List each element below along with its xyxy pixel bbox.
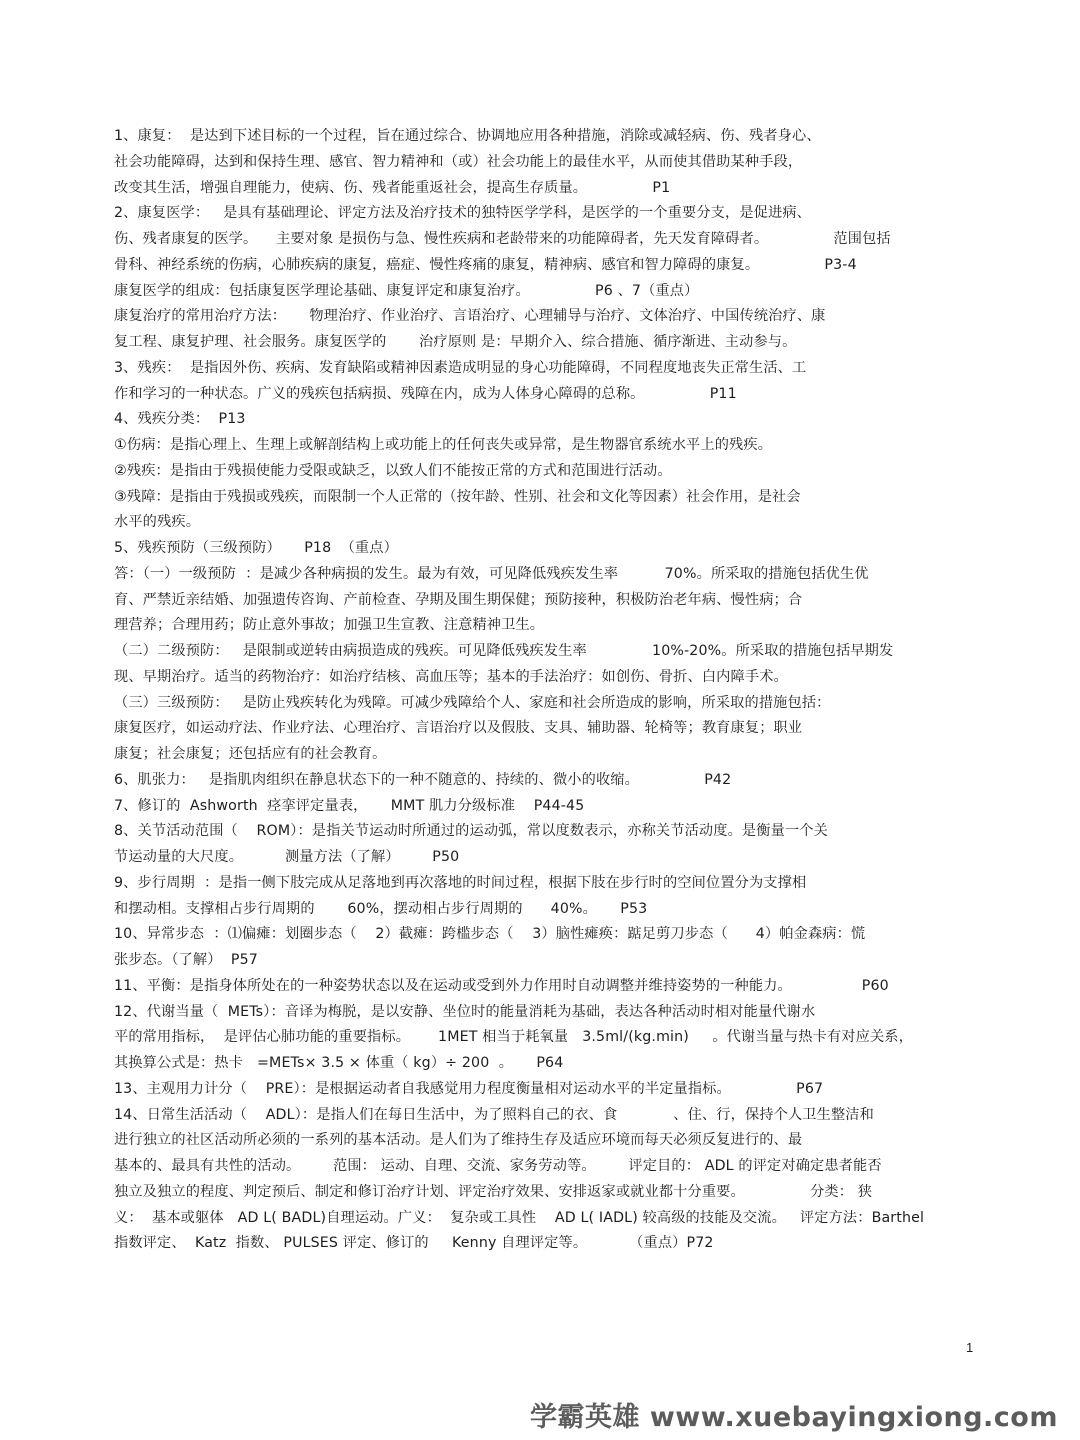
text-line: 7、修订的 Ashworth 痉挛评定量表， MMT 肌力分级标准 P44-45 <box>114 797 585 814</box>
text-line: ②残疾：是指由于残损使能力受限或缺乏，以致人们不能按正常的方式和范围进行活动。 <box>114 462 672 479</box>
page-number: 1 <box>966 1340 974 1355</box>
text-line: 改变其生活，增强自理能力，使病、伤、残者能重返社会，提高生存质量。 P1 <box>114 179 671 196</box>
text-line: 8、关节活动范围（ ROM）：是指关节运动时所通过的运动弧，常以度数表示，亦称关节活动度。是衡量一个关 <box>114 823 828 840</box>
text-line: 2、康复医学： 是具有基础理论、评定方法及治疗技术的独特医学学科，是医学的一个重要分支，是促进病、 <box>114 205 812 222</box>
text-line: 11、平衡：是指身体所处在的一种姿势状态以及在运动或受到外力作用时自动调整并维持姿势的一种能力。 P60 <box>114 977 889 994</box>
text-line: （三）三级预防： 是防止残疾转化为残障。可减少残障给个人、家庭和社会所造成的影响，所采取的措施包括： <box>114 694 831 711</box>
text-line: 复工程、康复护理、社会服务。康复医学的 治疗原则 是：早期介入、综合措施、循序渐进、主动参与。 <box>114 334 797 350</box>
text-line: 伤、残者康复的医学。 主要对象 是损伤与急、慢性疾病和老龄带来的功能障碍者，先天发育障碍者。 范围包括 <box>114 231 891 247</box>
text-line: 1、康复： 是达到下述目标的一个过程，旨在通过综合、协调地应用各种措施，消除或减轻病、伤、残者身心、 <box>114 128 821 144</box>
text-line: 康复；社会康复；还包括应有的社会教育。 <box>114 746 387 762</box>
text-line: 指数评定、 Katz 指数、 PULSES 评定、修订的 Kenny 自理评定等。 （重点）P72 <box>114 1235 714 1252</box>
text-line: 3、残疾： 是指因外伤、疾病、发育缺陷或精神因素造成明显的身心功能障碍，不同程度地丧失正常生活、工 <box>114 359 807 376</box>
text-line: 骨科、神经系统的伤病，心肺疾病的康复，癌症、慢性疼痛的康复，精神病、感官和智力障碍的康复。 P3-4 <box>114 256 857 273</box>
text-line: 康复医学的组成：包括康复医学理论基础、康复评定和康复治疗。 P6 、7（重点） <box>114 282 699 299</box>
text-line: 9、步行周期 ：是指一侧下肢完成从足落地到再次落地的时间过程，根据下肢在步行时的空间位置分为支撑相 <box>114 874 807 891</box>
text-line: 其换算公式是：热卡 =METs× 3.5 × 体重（ kg）÷ 200 。 P64 <box>114 1055 564 1071</box>
text-line: 进行独立的社区活动所必须的一系列的基本活动。是人们为了维持生存及适应环境而每天必须反复进行的、最 <box>114 1132 803 1149</box>
text-line: 4、残疾分类： P13 <box>114 411 246 428</box>
text-line: 康复医疗，如运动疗法、作业疗法、心理治疗、言语治疗以及假肢、支具、辅助器、轮椅等；教育康复；职业 <box>114 720 803 737</box>
text-line: ①伤病：是指心理上、生理上或解剖结构上或功能上的任何丧失或异常，是生物器官系统水平上的残疾。 <box>114 437 773 453</box>
document-body <box>114 124 994 1257</box>
text-line: 平的常用指标， 是评估心肺功能的重要指标。 1MET 相当于耗氧量 3.5ml/(kg.min) 。代谢当量与热卡有对应关系， <box>114 1029 913 1046</box>
text-line: 答：（一）一级预防 ：是减少各种病损的发生。最为有效，可见降低残疾发生率 70%。所采取的措施包括优生优 <box>114 565 869 582</box>
text-line: 14、日常生活活动（ ADL）：是指人们在每日生活中，为了照料自己的衣、食 、住、行，保持个人卫生整洁和 <box>114 1106 874 1123</box>
watermark: 学霸英雄 www.xuebayingxiong.com <box>529 1402 1058 1433</box>
text-line: 独立及独立的程度、判定预后、制定和修订治疗计划、评定治疗效果、安排返家或就业都十分重要。 分类： 狭 <box>114 1183 873 1200</box>
text-line: 作和学习的一种状态。广义的残疾包括病损、残障在内，成为人体身心障碍的总称。 P11 <box>114 385 737 402</box>
text-line: 现、早期治疗。适当的药物治疗：如治疗结核、高血压等；基本的手法治疗：如创伤、骨折、白内障手术。 <box>114 668 788 685</box>
text-line: 6、肌张力： 是指肌肉组织在静息状态下的一种不随意的、持续的、微小的收缩。 P42 <box>114 771 732 788</box>
text-line: 13、主观用力计分（ PRE）：是根据运动者自我感觉用力程度衡量相对运动水平的半定量指标。 P67 <box>114 1080 824 1097</box>
text-line: 张步态。（了解） P57 <box>114 952 258 968</box>
text-line: 5、残疾预防（三级预防） P18 （重点） <box>114 540 398 556</box>
text-line: 康复治疗的常用治疗方法： 物理治疗、作业治疗、言语治疗、心理辅导与治疗、文体治疗、中国传统治疗、康 <box>114 308 826 325</box>
text-line: 理营养；合理用药；防止意外事故；加强卫生宣教、注意精神卫生。 <box>114 617 545 634</box>
text-line: （二）二级预防： 是限制或逆转由病损造成的残疾。可见降低残疾发生率 10%-20%。所采取的措施包括早期发 <box>114 643 894 659</box>
text-line: 水平的残疾。 <box>114 514 201 531</box>
text-line: 10、异常步态 ：⑴偏瘫：划圈步态（ 2）截瘫：跨槛步态（ 3）脑性瘫痪：踮足剪刀步态（ 4）帕金森病：慌 <box>114 926 866 943</box>
text-line: 节运动量的大尺度。 测量方法（了解） P50 <box>114 849 460 865</box>
text-line: 基本的、最具有共性的活动。 范围： 运动、自理、交流、家务劳动等。 评定目的： ADL 的评定对确定患者能否 <box>114 1158 882 1174</box>
text-line: 义： 基本或躯体 AD L( BADL)自理运动。广义： 复杂或工具性 AD L( IADL) 较高级的技能及交流。 评定方法：Barthel <box>114 1209 925 1226</box>
text-line: 12、代谢当量（ METs）：音译为梅脱，是以安静、坐位时的能量消耗为基础，表达各种活动时相对能量代谢水 <box>114 1003 816 1020</box>
text-line: 社会功能障碍，达到和保持生理、感官、智力精神和（或）社会功能上的最佳水平，从而使其借助某种手段， <box>114 153 803 170</box>
text-line: 育、严禁近亲结婚、加强遗传咨询、产前检查、孕期及围生期保健；预防接种，积极防治老年病、慢性病；合 <box>114 591 803 608</box>
text-line: 和摆动相。支撑相占步行周期的 60%，摆动相占步行周期的 40%。 P53 <box>114 900 648 917</box>
text-line: ③残障：是指由于残损或残疾，而限制一个人正常的（按年龄、性别、社会和文化等因素）社会作用，是社会 <box>114 488 801 505</box>
